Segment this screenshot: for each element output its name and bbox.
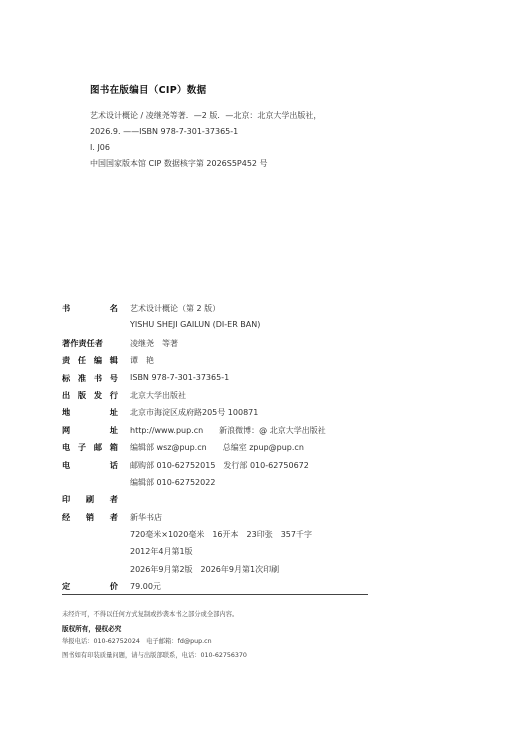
info-value: 艺术设计概论（第 2 版） — [130, 304, 221, 313]
info-value: 720毫米×1020毫米 16开本 23印张 357千字 — [130, 530, 312, 540]
info-label-char: 准 — [77, 372, 87, 383]
info-label-char: 邮 — [93, 442, 103, 453]
info-label-char: 书 — [93, 372, 103, 383]
info-value: 2026年9月第2版 2026年9月第1次印刷 — [130, 564, 280, 574]
info-value: 编辑部 wsz@pup.cn 总编室 zpup@pup.cn — [130, 443, 304, 453]
info-value: ISBN 978-7-301-37365-1 — [130, 372, 230, 382]
info-label-char: 经 — [62, 511, 71, 522]
info-label-char: 辑 — [109, 355, 118, 366]
info-label — [62, 407, 118, 418]
copyright-footer — [62, 609, 462, 663]
info-value: 邮购部 010-62752015 发行部 010-62750672 — [130, 460, 309, 470]
info-label — [62, 303, 118, 314]
cip-title: 图书在版编目（CIP）数据 — [90, 85, 207, 96]
info-label-char: 地 — [62, 407, 71, 418]
info-label-char: 销 — [85, 511, 95, 522]
info-value: YISHU SHEJI GAILUN (DI-ER BAN) — [130, 320, 261, 330]
info-value: 79.00元 — [130, 582, 161, 592]
info-label — [62, 512, 118, 523]
info-value: 新华书店 — [130, 512, 162, 522]
info-label-char: 行 — [109, 389, 118, 400]
info-label-char: 版 — [77, 389, 87, 400]
info-value: 北京市海淀区成府路205号 100871 — [130, 408, 259, 418]
info-label — [62, 390, 118, 401]
info-label — [62, 338, 118, 349]
info-label-char: 刷 — [85, 494, 95, 505]
footer-quality: 图书如有印装质量问题，请与出版部联系，电话：010-62756370 — [62, 651, 247, 659]
footer-report: 举报电话：010-62752024 电子邮箱：fd@pup.cn — [62, 638, 212, 645]
info-value: 北京大学出版社 — [130, 390, 186, 400]
info-label-char: 子 — [77, 442, 87, 453]
info-label — [62, 373, 118, 384]
info-label-char: 话 — [109, 459, 118, 470]
info-label-char: 者 — [109, 494, 118, 505]
info-label-char: 定 — [62, 581, 71, 592]
cip-block — [90, 82, 490, 172]
info-label-char: 责 — [62, 355, 71, 366]
info-value: http://www.pup.cn 新浪微博：@ 北京大学出版社 — [130, 425, 326, 435]
footer-notice: 未经许可，不得以任何方式复制或抄袭本书之部分或全部内容。 — [62, 611, 239, 618]
info-label-char: 者 — [109, 511, 118, 522]
info-label-char: 书 — [62, 303, 71, 313]
cip-line-title-author: 艺术设计概论 / 凌继尧等著．—2 版．—北京：北京大学出版社， — [90, 111, 322, 120]
cip-line-classification: Ⅰ. J06 — [90, 143, 110, 152]
info-value: 凌继尧 等著 — [130, 338, 178, 348]
cip-line-isbn: 2026.9. ——ISBN 978-7-301-37365-1 — [90, 127, 239, 136]
info-label — [62, 355, 118, 366]
info-label — [62, 442, 118, 453]
footer-rights: 版权所有，侵权必究 — [62, 624, 122, 633]
info-label-char: 电 — [62, 442, 71, 453]
info-label — [62, 425, 118, 436]
info-label-char: 出 — [62, 389, 71, 400]
info-label — [62, 581, 118, 592]
info-label — [62, 494, 118, 505]
info-label-char: 价 — [109, 581, 118, 592]
info-value: 2012年4月第1版 — [130, 547, 193, 557]
info-label-char: 号 — [109, 372, 118, 383]
info-label-char: 编 — [93, 355, 103, 366]
info-label-char: 任 — [77, 355, 87, 366]
info-label-char: 址 — [109, 424, 118, 435]
footer-divider — [62, 594, 368, 595]
info-label-char: 名 — [109, 303, 118, 313]
info-label-char: 标 — [62, 372, 71, 383]
info-label-char: 址 — [109, 407, 118, 418]
info-label-char: 发 — [93, 389, 103, 400]
info-label-char: 著作责任者 — [62, 337, 103, 348]
info-value: 谭 艳 — [130, 356, 154, 366]
cip-line-record-number: 中国国家版本馆 CIP 数据核字第 2026S5P452 号 — [90, 159, 268, 168]
info-label-char: 印 — [62, 494, 71, 505]
info-label-char: 电 — [62, 459, 71, 470]
info-label — [62, 460, 118, 471]
info-value: 编辑部 010-62752022 — [130, 477, 216, 487]
info-label-char: 网 — [62, 424, 71, 435]
info-label-char: 箱 — [109, 442, 118, 453]
